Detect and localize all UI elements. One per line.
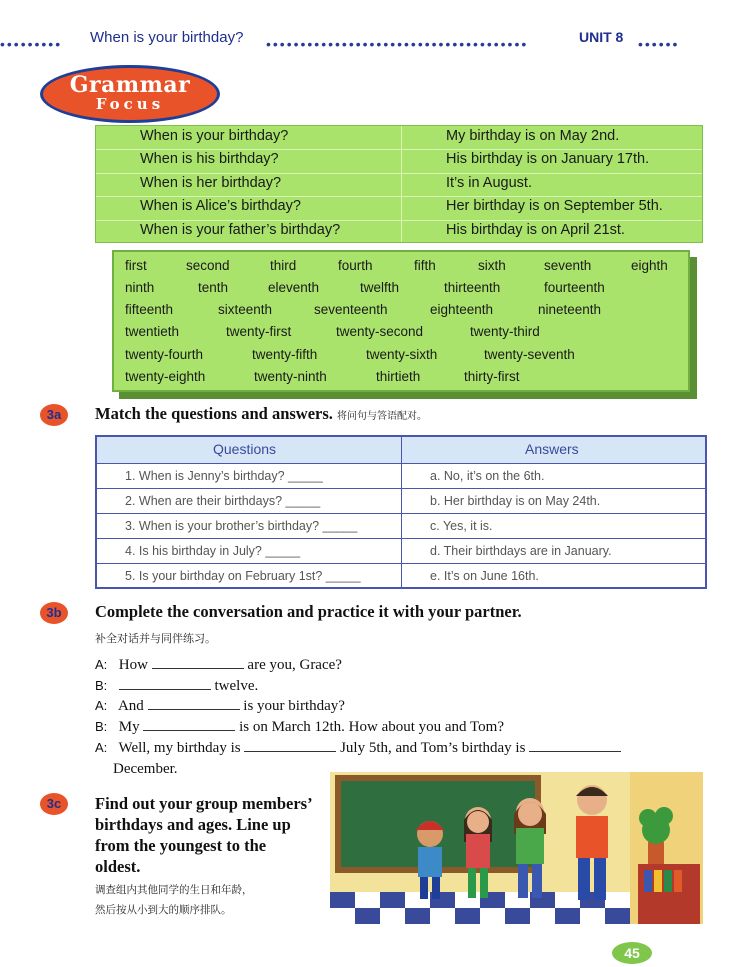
section-3a-title xyxy=(95,404,427,424)
line-text-after: is your birthday? xyxy=(243,698,345,714)
speaker-label: A: xyxy=(95,740,108,755)
ordinal-word: eleventh xyxy=(268,280,320,295)
grammar-answer: His birthday is on April 21st. xyxy=(446,222,625,238)
kids-lineup-image xyxy=(330,772,703,924)
conversation-line xyxy=(95,740,621,757)
ordinal-word: thirteenth xyxy=(444,280,501,295)
match-answer: e. It’s on June 16th. xyxy=(430,569,539,583)
ordinal-word: seventh xyxy=(544,258,592,273)
ordinal-numbers-box xyxy=(112,250,690,392)
section-3b-marker: 3b xyxy=(40,602,68,624)
section-3c-cn-line1: 调查组内其他同学的生日和年龄， xyxy=(95,884,253,896)
ordinal-word: twenty-seventh xyxy=(484,347,575,362)
speaker-label: A: xyxy=(95,657,108,672)
running-title: When is your birthday? xyxy=(90,29,244,46)
ordinal-word: twenty-third xyxy=(470,324,540,339)
grammar-question: When is her birthday? xyxy=(140,175,282,191)
ordinal-word: tenth xyxy=(198,280,229,295)
match-answer: b. Her birthday is on May 24th. xyxy=(430,494,601,508)
answers-header: Answers xyxy=(525,441,579,457)
grammar-question: When is Alice’s birthday? xyxy=(140,198,301,214)
match-question: 1. When is Jenny’s birthday? _____ xyxy=(125,469,323,483)
match-answer: d. Their birthdays are in January. xyxy=(430,544,612,558)
line-text-after: are you, Grace? xyxy=(247,657,342,673)
grammar-answer: His birthday is on January 17th. xyxy=(446,151,650,167)
grammar-focus-badge xyxy=(40,65,220,123)
header-dots-middle: •••••••••••••••••••••••••••••••••••••• xyxy=(266,36,529,52)
line-text-before: My xyxy=(118,719,140,735)
grammar-answer: It’s in August. xyxy=(446,175,532,191)
unit-label: UNIT 8 xyxy=(579,29,624,45)
grammar-question: When is your birthday? xyxy=(140,128,289,144)
page-number: 45 xyxy=(612,942,652,964)
line-text-before: And xyxy=(117,698,144,714)
match-table xyxy=(95,435,707,589)
section-3c-cn-line2: 然后按从小到大的顺序排队。 xyxy=(95,904,232,916)
line-text-after: twelve. xyxy=(214,678,259,694)
ordinal-word: sixteenth xyxy=(218,302,273,317)
conversation-line xyxy=(95,657,342,674)
ordinal-word: nineteenth xyxy=(538,302,602,317)
fill-in-blank[interactable] xyxy=(244,751,336,752)
section-3c-title: Find out your group members’ birthdays and ages. Line up from the youngest to the oldest. xyxy=(95,794,312,876)
section-3c-marker: 3c xyxy=(40,793,68,815)
conversation-line xyxy=(95,678,258,695)
grammar-answer: Her birthday is on September 5th. xyxy=(446,198,663,214)
ordinal-word: eighth xyxy=(631,258,668,273)
grammar-answer: My birthday is on May 2nd. xyxy=(446,128,620,144)
line-text-after: is on March 12th. How about you and Tom? xyxy=(239,719,504,735)
ordinal-word: thirty-first xyxy=(464,369,520,384)
table-row xyxy=(97,488,705,514)
match-question: 3. When is your brother’s birthday? _____ xyxy=(125,519,358,533)
ordinal-word: third xyxy=(270,258,297,273)
section-3a-title-text: Match the questions and answers. xyxy=(95,404,333,423)
match-question: 4. Is his birthday in July? _____ xyxy=(125,544,301,558)
match-question: 2. When are their birthdays? _____ xyxy=(125,494,321,508)
grammar-question: When is your father’s birthday? xyxy=(140,222,341,238)
line-text-after: July 5th, and Tom’s birthday is xyxy=(340,740,526,756)
ordinal-word: second xyxy=(186,258,230,273)
grammar-row xyxy=(96,222,702,245)
fill-in-blank[interactable] xyxy=(529,751,621,752)
fill-in-blank[interactable] xyxy=(148,709,240,710)
ordinal-word: seventeenth xyxy=(314,302,388,317)
conversation-line xyxy=(95,698,345,715)
section-3a-marker: 3a xyxy=(40,404,68,426)
section-3b-title-cn: 补全对话并与同伴练习。 xyxy=(95,632,216,645)
fill-in-blank[interactable] xyxy=(119,689,211,690)
ordinal-word: fourth xyxy=(338,258,373,273)
ordinal-word: fourteenth xyxy=(544,280,605,295)
speaker-label: B: xyxy=(95,719,108,734)
match-question: 5. Is your birthday on February 1st? _____ xyxy=(125,569,361,583)
table-row xyxy=(97,538,705,564)
ordinal-word: eighteenth xyxy=(430,302,494,317)
speaker-label: B: xyxy=(95,678,108,693)
ordinal-word: twenty-sixth xyxy=(366,347,438,362)
questions-header: Questions xyxy=(213,441,277,457)
match-answer: c. Yes, it is. xyxy=(430,519,493,533)
match-answer: a. No, it’s on the 6th. xyxy=(430,469,545,483)
grammar-question: When is his birthday? xyxy=(140,151,279,167)
grammar-row xyxy=(96,128,702,151)
grammar-table xyxy=(95,125,703,243)
line-text-before: Well, my birthday is xyxy=(118,740,241,756)
header-dots-left: ••••••••• xyxy=(0,36,63,52)
classroom-illustration xyxy=(330,772,703,924)
table-row xyxy=(97,513,705,539)
badge-line2: Focus xyxy=(95,95,165,113)
grammar-row xyxy=(96,151,702,174)
ordinal-word: fifteenth xyxy=(125,302,174,317)
ordinal-word: twenty-fifth xyxy=(252,347,318,362)
ordinal-word: twentieth xyxy=(125,324,180,339)
section-3b-title: Complete the conversation and practice it with your partner. xyxy=(95,602,522,621)
ordinal-word: ninth xyxy=(125,280,155,295)
fill-in-blank[interactable] xyxy=(143,730,235,731)
table-row xyxy=(97,563,705,589)
section-3a-title-cn: 将问句与答语配对。 xyxy=(337,411,428,422)
badge-line1: Grammar xyxy=(69,72,191,98)
speaker-label: A: xyxy=(95,698,108,713)
section-3c-title-cn xyxy=(95,880,325,920)
header-dots-right: •••••• xyxy=(638,36,680,52)
ordinal-word: sixth xyxy=(478,258,506,273)
ordinal-word: first xyxy=(125,258,147,273)
conversation-line-continuation: December. xyxy=(113,761,178,777)
ordinal-word: twenty-fourth xyxy=(125,347,204,362)
conversation-line xyxy=(95,719,504,736)
ordinal-word: twenty-ninth xyxy=(254,369,327,384)
ordinal-word: thirtieth xyxy=(376,369,421,384)
grammar-row xyxy=(96,175,702,198)
ordinal-word: twenty-eighth xyxy=(125,369,206,384)
grammar-row xyxy=(96,198,702,221)
ordinal-word: twenty-first xyxy=(226,324,292,339)
ordinal-word: twenty-second xyxy=(336,324,424,339)
line-text-before: How xyxy=(118,657,148,673)
ordinal-word: twelfth xyxy=(360,280,400,295)
ordinal-word: fifth xyxy=(414,258,436,273)
table-row xyxy=(97,463,705,489)
fill-in-blank[interactable] xyxy=(152,668,244,669)
